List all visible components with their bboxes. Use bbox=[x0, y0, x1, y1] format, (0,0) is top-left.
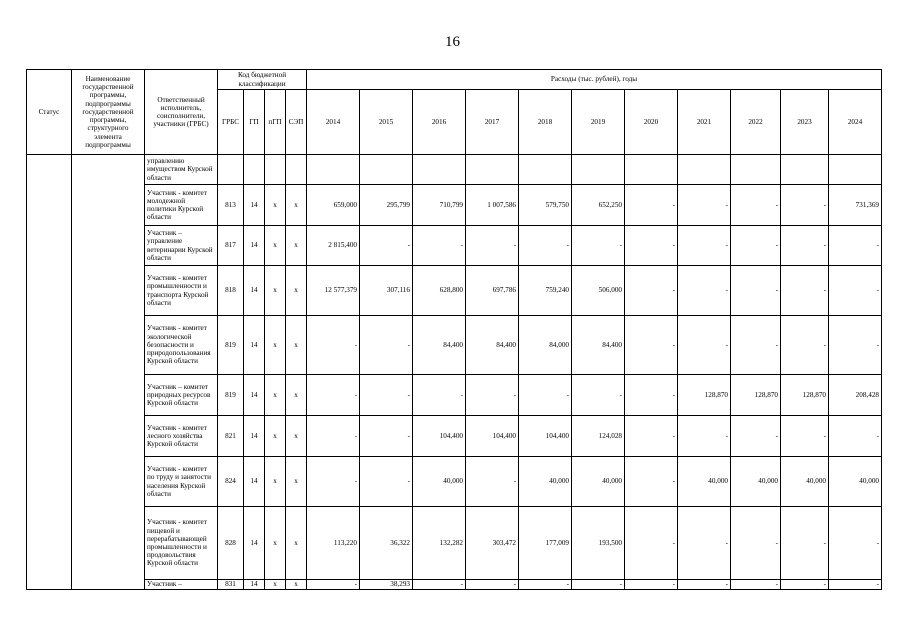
value-cell: 759,240 bbox=[519, 266, 572, 316]
value-cell: 307,116 bbox=[360, 266, 413, 316]
value-cell: - bbox=[678, 316, 731, 375]
value-cell: - bbox=[678, 507, 731, 580]
code-cell: 14 bbox=[244, 507, 265, 580]
program-name-cell bbox=[72, 155, 145, 590]
value-cell: 652,250 bbox=[572, 185, 625, 226]
value-cell: - bbox=[829, 266, 882, 316]
code-cell: х bbox=[265, 316, 286, 375]
value-cell: - bbox=[413, 375, 466, 416]
value-cell: 177,009 bbox=[519, 507, 572, 580]
value-cell: 84,400 bbox=[413, 316, 466, 375]
header-year-2016: 2016 bbox=[413, 90, 466, 155]
value-cell: - bbox=[625, 580, 678, 590]
participant-cell: Участник - комитет промышленности и транспорта Курской области bbox=[145, 266, 218, 316]
code-cell: х bbox=[286, 507, 307, 580]
header-status: Статус bbox=[27, 70, 72, 155]
header-year-2022: 2022 bbox=[731, 90, 781, 155]
value-cell: 40,000 bbox=[731, 457, 781, 507]
value-cell: - bbox=[678, 185, 731, 226]
code-cell: х bbox=[265, 457, 286, 507]
table-row bbox=[27, 375, 882, 416]
value-cell: - bbox=[572, 226, 625, 266]
value-cell: 579,750 bbox=[519, 185, 572, 226]
value-cell: - bbox=[731, 580, 781, 590]
value-cell: - bbox=[466, 226, 519, 266]
code-cell: 14 bbox=[244, 185, 265, 226]
value-cell: - bbox=[781, 185, 829, 226]
value-cell: - bbox=[829, 316, 882, 375]
value-cell: 506,000 bbox=[572, 266, 625, 316]
code-cell: х bbox=[265, 185, 286, 226]
code-cell: 821 bbox=[218, 416, 244, 457]
code-cell: 824 bbox=[218, 457, 244, 507]
value-cell: - bbox=[731, 507, 781, 580]
value-cell: - bbox=[678, 226, 731, 266]
value-cell: - bbox=[678, 580, 731, 590]
table-row bbox=[27, 266, 882, 316]
header-code-grbs: ГРБС bbox=[218, 90, 244, 155]
header-year-2017: 2017 bbox=[466, 90, 519, 155]
table-row bbox=[27, 580, 882, 590]
participant-cell: Участник – bbox=[145, 580, 218, 590]
value-cell: - bbox=[829, 507, 882, 580]
value-cell: - bbox=[307, 457, 360, 507]
value-cell: - bbox=[413, 226, 466, 266]
code-cell: х bbox=[286, 416, 307, 457]
value-cell: 40,000 bbox=[572, 457, 625, 507]
value-cell: - bbox=[360, 316, 413, 375]
value-cell: 40,000 bbox=[829, 457, 882, 507]
value-cell: - bbox=[307, 416, 360, 457]
value-cell: - bbox=[678, 416, 731, 457]
value-cell: - bbox=[307, 316, 360, 375]
value-cell: 104,400 bbox=[519, 416, 572, 457]
value-cell: - bbox=[625, 457, 678, 507]
participant-cell: Участник - комитет пищевой и перерабатывающей промышленности и продовольствия Курской области bbox=[145, 507, 218, 580]
value-cell: 104,400 bbox=[466, 416, 519, 457]
value-cell: 731,369 bbox=[829, 185, 882, 226]
value-cell: - bbox=[519, 375, 572, 416]
header-year-2024: 2024 bbox=[829, 90, 882, 155]
code-cell: х bbox=[286, 185, 307, 226]
value-cell: - bbox=[731, 416, 781, 457]
value-cell: 40,000 bbox=[678, 457, 731, 507]
code-cell: х bbox=[265, 375, 286, 416]
code-cell: х bbox=[265, 266, 286, 316]
budget-table bbox=[26, 69, 882, 590]
value-cell: 40,000 bbox=[413, 457, 466, 507]
header-year-2014: 2014 bbox=[307, 90, 360, 155]
value-cell: - bbox=[781, 416, 829, 457]
code-cell: 831 bbox=[218, 580, 244, 590]
value-cell: - bbox=[829, 416, 882, 457]
header-year-2015: 2015 bbox=[360, 90, 413, 155]
code-cell: 819 bbox=[218, 375, 244, 416]
header-responsible: Ответственный исполнитель, соисполнители, участники (ГРБС) bbox=[145, 70, 218, 155]
value-cell: - bbox=[360, 457, 413, 507]
header-program-name: Наименование государственной программы, подпрограммы государственной программы, структурного элемента подпрограммы bbox=[72, 70, 145, 155]
value-cell: 128,870 bbox=[731, 375, 781, 416]
value-cell: - bbox=[625, 226, 678, 266]
value-cell: - bbox=[625, 185, 678, 226]
header-year-2019: 2019 bbox=[572, 90, 625, 155]
value-cell: 84,400 bbox=[466, 316, 519, 375]
code-cell: 14 bbox=[244, 226, 265, 266]
value-cell: - bbox=[360, 416, 413, 457]
value-cell: - bbox=[731, 185, 781, 226]
code-cell: х bbox=[265, 507, 286, 580]
table-row bbox=[27, 185, 882, 226]
code-cell: 14 bbox=[244, 457, 265, 507]
value-cell: 208,428 bbox=[829, 375, 882, 416]
value-cell: - bbox=[466, 580, 519, 590]
table-row-continuation bbox=[27, 155, 882, 185]
header-year-2018: 2018 bbox=[519, 90, 572, 155]
table-row bbox=[27, 316, 882, 375]
header-year-2023: 2023 bbox=[781, 90, 829, 155]
table-header bbox=[27, 70, 882, 155]
header-code-gp: ГП bbox=[244, 90, 265, 155]
code-cell: 14 bbox=[244, 375, 265, 416]
value-cell: - bbox=[731, 316, 781, 375]
value-cell: - bbox=[360, 375, 413, 416]
participant-cell: Участник - комитет лесного хозяйства Курской области bbox=[145, 416, 218, 457]
code-cell: 819 bbox=[218, 316, 244, 375]
value-cell: - bbox=[466, 375, 519, 416]
code-cell: х bbox=[286, 375, 307, 416]
code-cell: х bbox=[286, 266, 307, 316]
value-cell: 697,786 bbox=[466, 266, 519, 316]
code-cell: 813 bbox=[218, 185, 244, 226]
value-cell: 38,293 bbox=[360, 580, 413, 590]
value-cell: 104,400 bbox=[413, 416, 466, 457]
value-cell: 295,799 bbox=[360, 185, 413, 226]
value-cell: - bbox=[781, 507, 829, 580]
code-cell: х bbox=[286, 457, 307, 507]
value-cell: 128,870 bbox=[781, 375, 829, 416]
value-cell: 659,000 bbox=[307, 185, 360, 226]
code-cell: 818 bbox=[218, 266, 244, 316]
value-cell: - bbox=[731, 226, 781, 266]
value-cell: - bbox=[519, 226, 572, 266]
header-year-2021: 2021 bbox=[678, 90, 731, 155]
code-cell: 14 bbox=[244, 266, 265, 316]
value-cell: 113,220 bbox=[307, 507, 360, 580]
value-cell: - bbox=[307, 580, 360, 590]
header-code-pgp: пГП bbox=[265, 90, 286, 155]
value-cell: 124,028 bbox=[572, 416, 625, 457]
code-cell: х bbox=[265, 580, 286, 590]
value-cell: - bbox=[519, 580, 572, 590]
value-cell: - bbox=[781, 316, 829, 375]
value-cell: - bbox=[572, 375, 625, 416]
value-cell: - bbox=[360, 226, 413, 266]
participant-cell: Участник – управление ветеринарии Курской области bbox=[145, 226, 218, 266]
value-cell: 193,500 bbox=[572, 507, 625, 580]
value-cell: - bbox=[572, 580, 625, 590]
value-cell: 84,400 bbox=[572, 316, 625, 375]
page-number: 16 bbox=[445, 34, 460, 50]
code-cell: х bbox=[265, 416, 286, 457]
code-cell: 14 bbox=[244, 580, 265, 590]
value-cell: - bbox=[413, 580, 466, 590]
value-cell: - bbox=[781, 580, 829, 590]
participant-cell: Участник - комитет молодежной политики Курской области bbox=[145, 185, 218, 226]
value-cell: 710,799 bbox=[413, 185, 466, 226]
table-body bbox=[27, 155, 882, 590]
status-cell bbox=[27, 155, 72, 590]
header-code-sep: СЭП bbox=[286, 90, 307, 155]
value-cell: - bbox=[829, 580, 882, 590]
code-cell: х bbox=[286, 316, 307, 375]
participant-cell: Участник - комитет по труду и занятости населения Курской области bbox=[145, 457, 218, 507]
value-cell: 628,800 bbox=[413, 266, 466, 316]
table-row bbox=[27, 226, 882, 266]
value-cell: 1 007,586 bbox=[466, 185, 519, 226]
value-cell: 84,000 bbox=[519, 316, 572, 375]
value-cell: - bbox=[781, 226, 829, 266]
value-cell: 2 815,400 bbox=[307, 226, 360, 266]
value-cell: 132,282 bbox=[413, 507, 466, 580]
value-cell: - bbox=[625, 316, 678, 375]
participant-cell: Участник - комитет экологической безопасности и природопользования Курской области bbox=[145, 316, 218, 375]
value-cell: 40,000 bbox=[781, 457, 829, 507]
code-cell: 828 bbox=[218, 507, 244, 580]
value-cell: 36,322 bbox=[360, 507, 413, 580]
value-cell: - bbox=[781, 266, 829, 316]
value-cell: 12 577,379 bbox=[307, 266, 360, 316]
header-expenses: Расходы (тыс. рублей), годы bbox=[307, 70, 882, 90]
table-row bbox=[27, 507, 882, 580]
header-year-2020: 2020 bbox=[625, 90, 678, 155]
code-cell: х bbox=[286, 226, 307, 266]
participant-cell: Участник – комитет природных ресурсов Курской области bbox=[145, 375, 218, 416]
table-row bbox=[27, 416, 882, 457]
continuation-cell: управлению имуществом Курской области bbox=[145, 155, 218, 185]
value-cell: - bbox=[307, 375, 360, 416]
value-cell: - bbox=[829, 226, 882, 266]
header-budget-code: Код бюджетной классификации bbox=[218, 70, 307, 90]
value-cell: 128,870 bbox=[678, 375, 731, 416]
value-cell: - bbox=[625, 375, 678, 416]
value-cell: - bbox=[625, 266, 678, 316]
value-cell: 40,000 bbox=[519, 457, 572, 507]
code-cell: х bbox=[265, 226, 286, 266]
value-cell: - bbox=[678, 266, 731, 316]
code-cell: 14 bbox=[244, 316, 265, 375]
value-cell: - bbox=[625, 507, 678, 580]
value-cell: - bbox=[466, 457, 519, 507]
table-row bbox=[27, 457, 882, 507]
code-cell: 14 bbox=[244, 416, 265, 457]
code-cell: х bbox=[286, 580, 307, 590]
value-cell: - bbox=[625, 416, 678, 457]
value-cell: 303,472 bbox=[466, 507, 519, 580]
code-cell: 817 bbox=[218, 226, 244, 266]
value-cell: - bbox=[731, 266, 781, 316]
